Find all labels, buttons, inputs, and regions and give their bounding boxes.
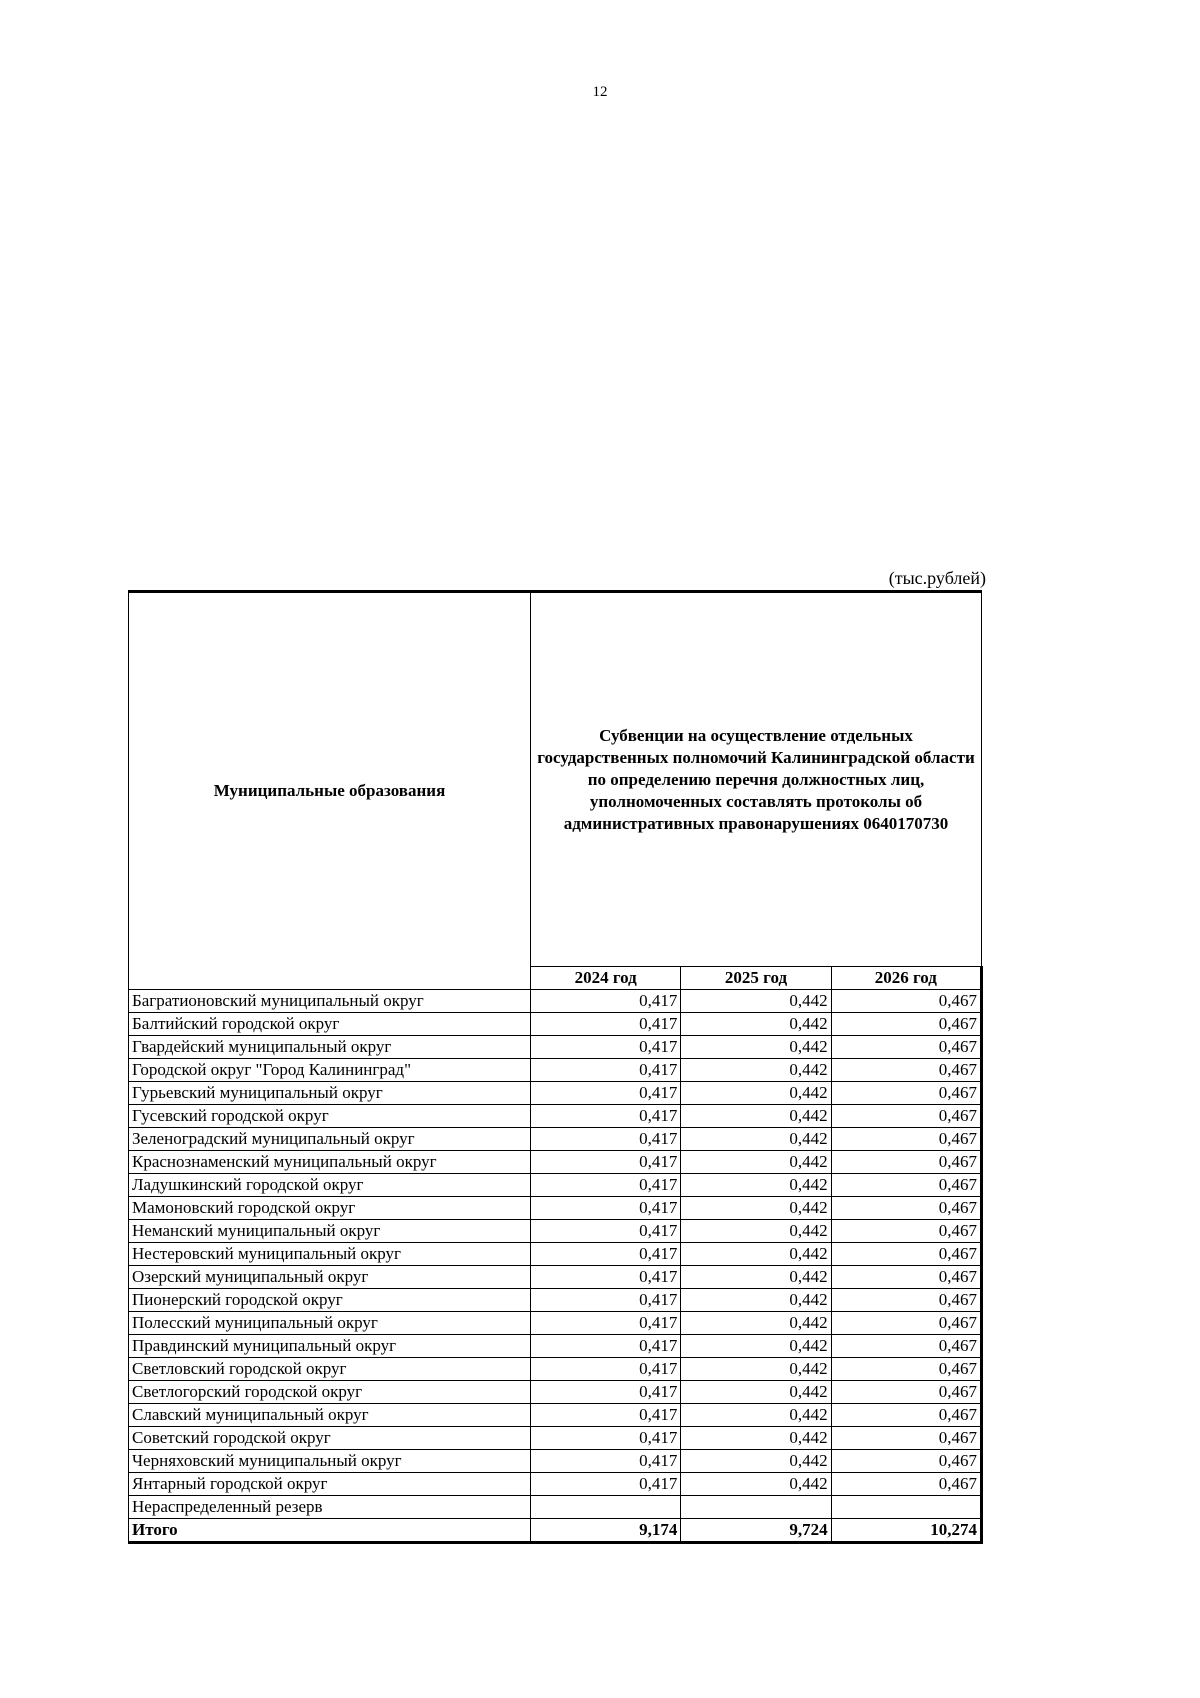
amount-cell: 0,442 [681, 1427, 831, 1450]
amount-cell: 0,417 [531, 1197, 681, 1220]
amount-cell: 0,442 [681, 1312, 831, 1335]
amount-cell: 0,442 [681, 1404, 831, 1427]
year-header-2025: 2025 год [681, 967, 831, 990]
municipality-name: Славский муниципальный округ [129, 1404, 531, 1427]
amount-cell: 0,417 [531, 1243, 681, 1266]
amount-cell: 0,442 [681, 1128, 831, 1151]
amount-cell: 0,467 [831, 1404, 981, 1427]
amount-cell: 0,417 [531, 1427, 681, 1450]
total-amount: 10,274 [831, 1519, 981, 1543]
amount-cell: 0,442 [681, 1151, 831, 1174]
amount-cell: 0,442 [681, 1266, 831, 1289]
municipality-name: Багратионовский муниципальный округ [129, 990, 531, 1013]
table-row [129, 1450, 982, 1473]
amount-cell: 0,442 [681, 1243, 831, 1266]
table-row [129, 1128, 982, 1151]
subvention-table [128, 590, 983, 1544]
amount-cell: 0,442 [681, 1335, 831, 1358]
amount-cell: 0,467 [831, 1266, 981, 1289]
table-row [129, 1174, 982, 1197]
amount-cell: 0,467 [831, 1128, 981, 1151]
table-row [129, 1312, 982, 1335]
table-row [129, 1243, 982, 1266]
amount-cell: 0,467 [831, 1289, 981, 1312]
municipality-name: Краснознаменский муниципальный округ [129, 1151, 531, 1174]
table-row [129, 1151, 982, 1174]
municipality-name: Черняховский муниципальный округ [129, 1450, 531, 1473]
units-label: (тыс.рублей) [888, 568, 986, 588]
municipality-name: Мамоновский городской округ [129, 1197, 531, 1220]
amount-cell: 0,417 [531, 1220, 681, 1243]
amount-cell: 0,467 [831, 1151, 981, 1174]
amount-cell: 0,467 [831, 1381, 981, 1404]
amount-cell: 0,467 [831, 1427, 981, 1450]
municipality-name: Светловский городской округ [129, 1358, 531, 1381]
amount-cell: 0,417 [531, 1128, 681, 1151]
year-header-2024: 2024 год [531, 967, 681, 990]
amount-cell: 0,417 [531, 1473, 681, 1496]
amount-cell [531, 1496, 681, 1519]
amount-cell: 0,467 [831, 990, 981, 1013]
table-row [129, 1105, 982, 1128]
municipality-name: Балтийский городской округ [129, 1013, 531, 1036]
municipality-name: Янтарный городской округ [129, 1473, 531, 1496]
amount-cell: 0,467 [831, 1174, 981, 1197]
table-row [129, 1036, 982, 1059]
municipality-name: Пионерский городской округ [129, 1289, 531, 1312]
amount-cell: 0,442 [681, 1197, 831, 1220]
table-row [129, 1496, 982, 1519]
amount-cell: 0,417 [531, 1266, 681, 1289]
amount-cell: 0,417 [531, 1450, 681, 1473]
table-row [129, 1381, 982, 1404]
amount-cell: 0,417 [531, 1174, 681, 1197]
table-body [129, 990, 982, 1543]
municipality-column-header: Муниципальные образования [129, 592, 531, 990]
year-header-2026: 2026 год [831, 967, 981, 990]
table-row [129, 1358, 982, 1381]
municipality-name: Светлогорский городской округ [129, 1381, 531, 1404]
amount-cell: 0,417 [531, 990, 681, 1013]
amount-cell: 0,417 [531, 1358, 681, 1381]
amount-cell: 0,417 [531, 1335, 681, 1358]
table-row [129, 1013, 982, 1036]
amount-cell: 0,417 [531, 1105, 681, 1128]
amount-cell: 0,442 [681, 1381, 831, 1404]
table-row [129, 1427, 982, 1450]
municipality-name: Советский городской округ [129, 1427, 531, 1450]
amount-cell: 0,442 [681, 1013, 831, 1036]
municipality-name: Озерский муниципальный округ [129, 1266, 531, 1289]
table-row [129, 1197, 982, 1220]
municipality-name: Нераспределенный резерв [129, 1496, 531, 1519]
table-row [129, 1289, 982, 1312]
municipality-name: Гвардейский муниципальный округ [129, 1036, 531, 1059]
amount-cell: 0,417 [531, 1151, 681, 1174]
table-row [129, 1335, 982, 1358]
amount-cell: 0,442 [681, 1059, 831, 1082]
amount-cell: 0,467 [831, 1312, 981, 1335]
page-number: 12 [592, 84, 608, 100]
amount-cell: 0,417 [531, 1082, 681, 1105]
total-row [129, 1519, 982, 1543]
amount-cell: 0,467 [831, 1220, 981, 1243]
municipality-name: Правдинский муниципальный округ [129, 1335, 531, 1358]
amount-cell: 0,467 [831, 1036, 981, 1059]
amount-cell: 0,467 [831, 1105, 981, 1128]
municipality-name: Гурьевский муниципальный округ [129, 1082, 531, 1105]
amount-cell: 0,442 [681, 1082, 831, 1105]
amount-cell: 0,442 [681, 990, 831, 1013]
amount-cell: 0,442 [681, 1358, 831, 1381]
amount-cell: 0,467 [831, 1358, 981, 1381]
municipality-name: Гусевский городской округ [129, 1105, 531, 1128]
municipality-name: Зеленоградский муниципальный округ [129, 1128, 531, 1151]
amount-cell: 0,417 [531, 1289, 681, 1312]
amount-cell: 0,467 [831, 1082, 981, 1105]
municipality-name: Полесский муниципальный округ [129, 1312, 531, 1335]
amount-cell: 0,442 [681, 1473, 831, 1496]
amount-cell: 0,417 [531, 1381, 681, 1404]
amount-cell: 0,467 [831, 1450, 981, 1473]
table-row [129, 1059, 982, 1082]
amount-cell: 0,467 [831, 1197, 981, 1220]
table-row [129, 1404, 982, 1427]
amount-cell: 0,442 [681, 1036, 831, 1059]
amount-cell: 0,442 [681, 1450, 831, 1473]
table-row [129, 990, 982, 1013]
amount-cell: 0,417 [531, 1059, 681, 1082]
amount-cell: 0,417 [531, 1404, 681, 1427]
amount-cell [831, 1496, 981, 1519]
total-label: Итого [129, 1519, 531, 1543]
table-row [129, 1473, 982, 1496]
total-amount: 9,174 [531, 1519, 681, 1543]
table-row [129, 1082, 982, 1105]
municipality-name: Неманский муниципальный округ [129, 1220, 531, 1243]
amount-cell: 0,467 [831, 1243, 981, 1266]
amount-cell: 0,442 [681, 1289, 831, 1312]
amount-cell: 0,442 [681, 1105, 831, 1128]
total-amount: 9,724 [681, 1519, 831, 1543]
municipality-name: Городской округ "Город Калининград" [129, 1059, 531, 1082]
amount-cell: 0,467 [831, 1335, 981, 1358]
table-row [129, 1266, 982, 1289]
amount-cell [681, 1496, 831, 1519]
amount-cell: 0,442 [681, 1220, 831, 1243]
municipality-name: Нестеровский муниципальный округ [129, 1243, 531, 1266]
amount-cell: 0,467 [831, 1013, 981, 1036]
amount-cell: 0,467 [831, 1473, 981, 1496]
table-row [129, 1220, 982, 1243]
amount-cell: 0,467 [831, 1059, 981, 1082]
amount-cell: 0,442 [681, 1174, 831, 1197]
subvention-column-header: Субвенции на осуществление отдельных государственных полномочий Калининградской области по определению перечня должностных лиц, уполномоченных составлять протоколы об административных правонарушениях 0640170730 [531, 592, 982, 967]
amount-cell: 0,417 [531, 1312, 681, 1335]
amount-cell: 0,417 [531, 1013, 681, 1036]
amount-cell: 0,417 [531, 1036, 681, 1059]
municipality-name: Ладушкинский городской округ [129, 1174, 531, 1197]
